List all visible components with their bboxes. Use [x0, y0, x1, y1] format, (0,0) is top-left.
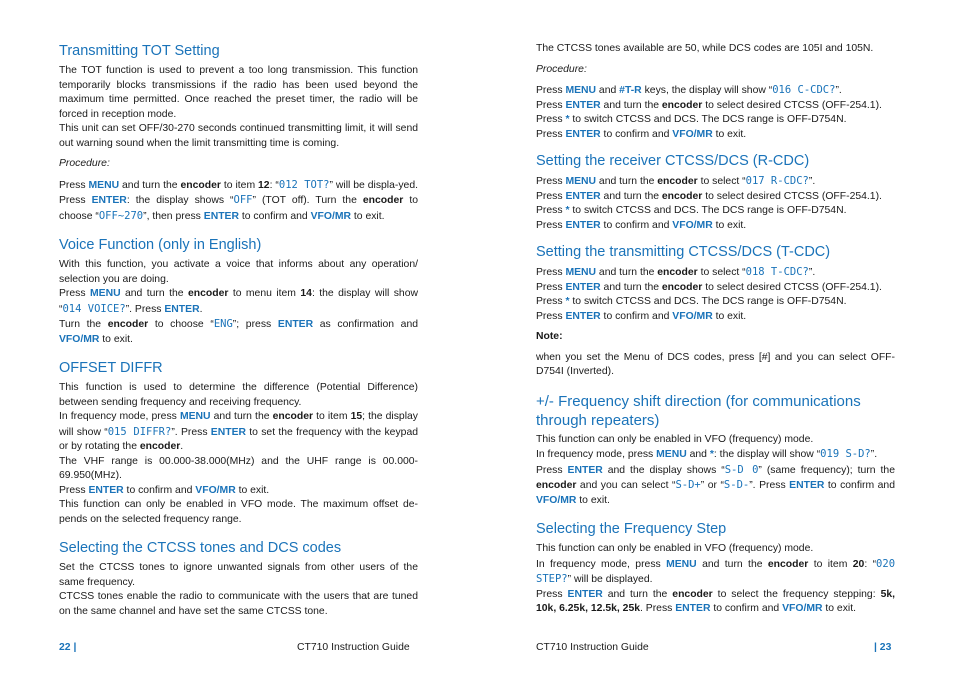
left-page [59, 42, 418, 619]
shift-step-2: Press ENTER and the display shows “S-D 0” (same frequency); turn the encoder and you can select “S-D+” or “S-D-”. Press ENTER to confirm and VFO/MR to exit. [536, 463, 895, 506]
step-step-2: Press ENTER and turn the encoder to select the frequency stepping: 5k, 10k, 6.25k, 12.5k, 25k. Press ENTER to confirm and VFO/MR to exit. [536, 588, 896, 614]
ctcss-paragraph-2: CTCSS tones enable the radio to communicate with the users that are tuned on the same channel and have set the same CTCSS tone. [59, 591, 418, 617]
step-step-1: In frequency mode, press MENU and turn the encoder to item 20: “020 STEP?” will be displayed. [536, 557, 896, 585]
voice-paragraph-1: With this function, you activate a voice that informs about any operation/ selection you are doing. [59, 259, 418, 285]
lcd-text: OFF~270 [98, 209, 144, 222]
rcdc-step-4: Press ENTER to confirm and VFO/MR to exit. [536, 219, 747, 231]
tot-procedure-label: Procedure: [59, 158, 110, 169]
ctcss-procedure-label: Procedure: [536, 63, 587, 75]
ctcss-step-4: Press ENTER to confirm and VFO/MR to exit. [536, 128, 747, 140]
lcd-text: S-D- [723, 479, 750, 491]
lcd-text: 018 T-CDC? [745, 266, 809, 278]
offset-paragraph-3: This function can only be enabled in VFO mode. The maximum offset de-pends on the selected frequency range. [59, 499, 418, 525]
step-heading: Selecting the Frequency Step [536, 521, 727, 537]
note-text: when you set the Menu of DCS codes, press [#] and you can select OFF-D754I (Inverted). [536, 351, 895, 377]
lcd-text: S-D+ [675, 479, 701, 491]
left-footer-page-number: 22 | [59, 642, 77, 653]
ctcss-step-1: Press MENU and #T-R keys, the display will show “016 C-CDC?”. [536, 84, 842, 96]
offset-heading: OFFSET DIFFR [59, 360, 163, 376]
rcdc-step-1: Press MENU and turn the encoder to select “017 R-CDC?”. [536, 175, 816, 187]
ctcss-paragraph-1: Set the CTCSS tones to ignore unwanted signals from other users of the same frequency. [59, 562, 418, 588]
offset-paragraph-1: This function is used to determine the difference (Potential Difference) between sending frequency and receiving frequency. [59, 382, 418, 408]
lcd-text: ENG [213, 318, 233, 330]
tot-heading: Transmitting TOT Setting [59, 43, 220, 59]
ctcss-step-3: Press * to switch CTCSS and DCS. The DCS range is OFF-D754N. [536, 114, 847, 125]
lcd-text: 020 STEP? [536, 557, 896, 585]
tcdc-step-3: Press * to switch CTCSS and DCS. The DCS range is OFF-D754N. [536, 296, 847, 307]
rcdc-step-3: Press * to switch CTCSS and DCS. The DCS range is OFF-D754N. [536, 205, 847, 216]
tcdc-step-4: Press ENTER to confirm and VFO/MR to exit. [536, 310, 747, 322]
shift-heading: +/- Frequency shift direction (for communications through repeaters) [536, 392, 861, 429]
ctcss-heading: Selecting the CTCSS tones and DCS codes [59, 540, 342, 556]
step-paragraph-1: This function can only be enabled in VFO (frequency) mode. [536, 543, 814, 554]
left-footer-title: CT710 Instruction Guide [297, 642, 410, 653]
tot-paragraph-2: This unit can set OFF/30-270 seconds continued transmitting limit, it will send out warning sound when the limit transmitting time is coming. [59, 123, 418, 149]
tcdc-heading: Setting the transmitting CTCSS/DCS (T-CDC) [536, 244, 831, 260]
lcd-text: 015 DIFFR? [107, 425, 172, 438]
right-footer-title: CT710 Instruction Guide [536, 642, 649, 653]
right-footer-page-number: | 23 [874, 642, 892, 653]
tcdc-step-1: Press MENU and turn the encoder to select “018 T-CDC?”. [536, 266, 816, 278]
shift-step-1: In frequency mode, press MENU and *: the display will show “019 S-D?”. [536, 448, 878, 460]
offset-step-1: In frequency mode, press MENU and turn the encoder to item 15; the display will show “015 DIFFR?”. Press ENTER to set the frequency with the keypad or by rotating the encoder. [59, 411, 418, 452]
rcdc-heading: Setting the receiver CTCSS/DCS (R-CDC) [536, 153, 810, 169]
note-label: Note: [536, 331, 563, 342]
rcdc-step-2: Press ENTER and turn the encoder to select desired CTCSS (OFF-254.1). [536, 190, 882, 202]
ctcss-availability: The CTCSS tones available are 50, while DCS codes are 105I and 105N. [536, 43, 874, 54]
lcd-text: OFF [233, 194, 253, 206]
tcdc-step-2: Press ENTER and turn the encoder to select desired CTCSS (OFF-254.1). [536, 281, 882, 293]
voice-step-2: Turn the encoder to choose “ENG”; press ENTER as confirmation and VFO/MR to exit. [59, 318, 419, 345]
tot-steps: Press MENU and turn the encoder to item 12: “012 TOT?” will be displa-yed. Press ENTER: the display shows “OFF” (TOT off). Turn the encoder to choose “OFF~270”, then press ENTER to confirm and VFO/MR to exit. [59, 178, 419, 222]
lcd-text: S-D 0 [724, 463, 759, 476]
lcd-text: 014 VOICE? [62, 302, 126, 315]
lcd-text: 017 R-CDC? [745, 175, 809, 187]
lcd-text: 012 TOT? [278, 178, 330, 191]
lcd-text: 016 C-CDC? [772, 84, 836, 96]
offset-paragraph-2: The VHF range is 00.000-38.000(MHz) and the UHF range is 00.000-69.950(MHz). [59, 455, 418, 481]
voice-step-1: Press MENU and turn the encoder to menu item 14: the display will show “014 VOICE?”. Press ENTER. [59, 288, 418, 315]
right-page [536, 42, 895, 617]
offset-step-2: Press ENTER to confirm and VFO/MR to exit. [59, 484, 270, 496]
tot-paragraph-1: The TOT function is used to prevent a too long transmission. This function temporarily blocks transmissions if the radio has been used beyond the maximum time permitted. Once reached the preset timer, the radio will be forced in reception mode. [59, 65, 418, 120]
lcd-text: 019 S-D? [820, 448, 871, 460]
ctcss-step-2: Press ENTER and turn the encoder to select desired CTCSS (OFF-254.1). [536, 99, 882, 111]
shift-paragraph-1: This function can only be enabled in VFO (frequency) mode. [536, 433, 814, 445]
voice-heading: Voice Function (only in English) [59, 237, 262, 253]
